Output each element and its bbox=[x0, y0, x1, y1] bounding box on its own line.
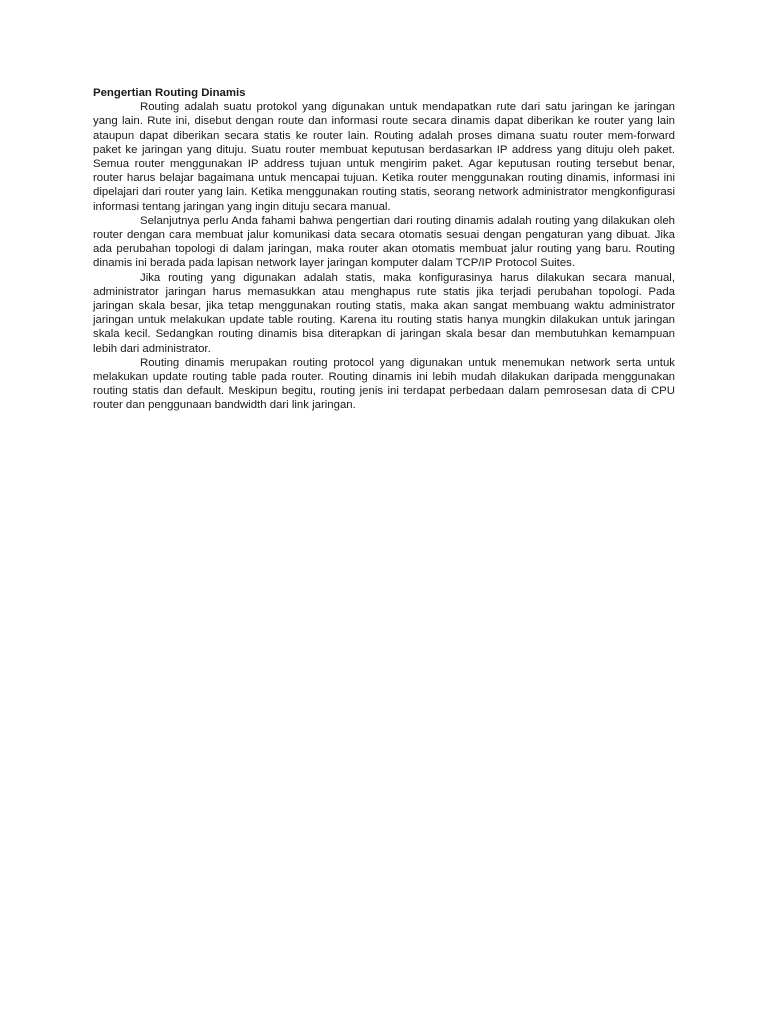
paragraph-4: Routing dinamis merupakan routing protocol yang digunakan untuk menemukan network serta untuk melakukan update routing table pada router. Routing dinamis ini lebih mudah dilakukan daripada menggunakan routing statis dan default. Meskipun begitu, routing jenis ini terdapat perbedaan dalam pemrosesan data di CPU router dan penggunaan bandwidth dari link jaringan. bbox=[93, 356, 675, 412]
document-body bbox=[93, 86, 675, 413]
paragraph-3: Jika routing yang digunakan adalah statis, maka konfigurasinya harus dilakukan secara manual, administrator jaringan harus memasukkan atau menghapus rute statis jika terjadi perubahan topologi. Pada jaringan skala besar, jika tetap menggunakan routing statis, maka akan sangat membuang waktu administrator jaringan untuk melakukan update table routing. Karena itu routing statis hanya mungkin dilakukan untuk jaringan skala kecil. Sedangkan routing dinamis bisa diterapkan di jaringan skala besar dan membutuhkan kemampuan lebih dari administrator. bbox=[93, 271, 675, 355]
document-title: Pengertian Routing Dinamis bbox=[93, 87, 246, 99]
paragraph-2: Selanjutnya perlu Anda fahami bahwa pengertian dari routing dinamis adalah routing yang dilakukan oleh router dengan cara membuat jalur komunikasi data secara otomatis sesuai dengan pengaturan yang dibuat. Jika ada perubahan topologi di dalam jaringan, maka router akan otomatis membuat jalur routing yang baru. Routing dinamis ini berada pada lapisan network layer jaringan komputer dalam TCP/IP Protocol Suites. bbox=[93, 214, 675, 270]
paragraph-1: Routing adalah suatu protokol yang digunakan untuk mendapatkan rute dari satu jaringan ke jaringan yang lain. Rute ini, disebut dengan route dan informasi route secara dinamis dapat diberikan ke router yang lain ataupun dapat diberikan secara statis ke router lain. Routing adalah proses dimana suatu router mem-forward paket ke jaringan yang dituju. Suatu router membuat keputusan berdasarkan IP address yang dituju oleh paket. Semua router menggunakan IP address tujuan untuk mengirim paket. Agar keputusan routing tersebut benar, router harus belajar bagaimana untuk mencapai tujuan. Ketika router menggunakan routing dinamis, informasi ini dipelajari dari router yang lain. Ketika menggunakan routing statis, seorang network administrator mengkonfigurasi informasi tentang jaringan yang ingin dituju secara manual. bbox=[93, 101, 675, 213]
